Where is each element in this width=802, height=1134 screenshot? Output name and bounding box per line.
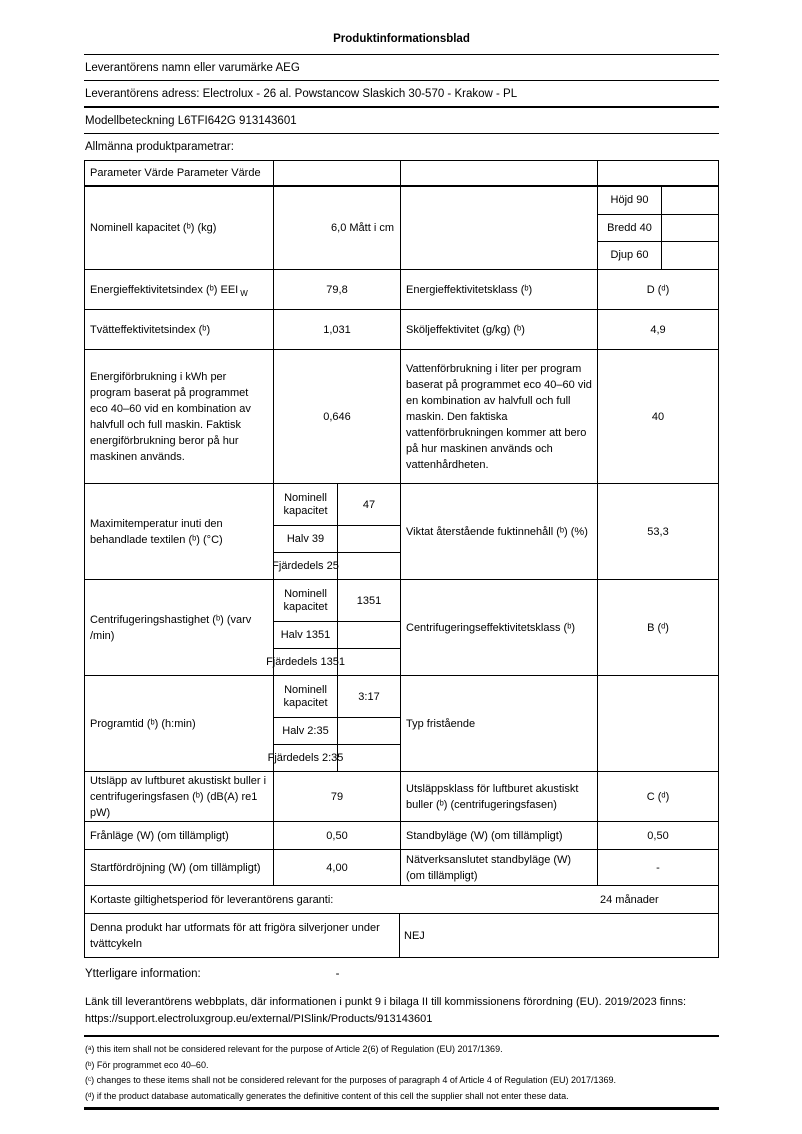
- model-designation-row: Modellbeteckning L6TFI642G 913143601: [84, 108, 719, 134]
- supplier-link-intro: Länk till leverantörens webbplats, där informationen i punkt 9 i bilaga II till kommissionens förordning (EU). 2019/2023 finns:: [85, 996, 687, 1008]
- empty-cell: [400, 161, 597, 185]
- row-washing-efficiency: [85, 310, 718, 350]
- page-title: Produktinformationsblad: [84, 0, 719, 55]
- spin-class-label: Centrifugeringseffektivitetsklass (ᵇ): [400, 580, 597, 675]
- subrow-quarter-load: [274, 553, 400, 579]
- footnote-b: (ᵇ) För programmet eco 40–60.: [85, 1059, 209, 1070]
- dimension-row-height: [598, 187, 718, 215]
- bottom-rule: [84, 1107, 719, 1110]
- additional-information-row: [84, 960, 719, 988]
- type-label: Typ fristående: [400, 676, 597, 771]
- max-temperature-subtable: [274, 484, 400, 579]
- rated-capacity-label: Nominell kapacitet: [274, 676, 338, 717]
- additional-information-value: -: [335, 968, 340, 980]
- footnote-d: (ᵈ) if the product database automatically generates the definitive content of this cell the supplier shall not enter these data.: [85, 1090, 569, 1101]
- spin-speed-subtable-cell: [266, 580, 400, 675]
- table-header-row: [85, 161, 718, 187]
- empty-cell: [273, 161, 400, 185]
- eei-value: 79,8: [273, 270, 400, 309]
- noise-class-value: C (ᵈ): [597, 772, 718, 821]
- silver-ions-label: Denna produkt har utformats för att frigöra silverjoner under tvättcykeln: [90, 921, 380, 950]
- standby-value: 0,50: [597, 822, 718, 849]
- quarter-load-value: [338, 649, 400, 675]
- supplier-link-url[interactable]: https://support.electroluxgroup.eu/external/PISlink/Products/913143601: [85, 1013, 433, 1025]
- row-energy-efficiency-index: [85, 270, 718, 310]
- dimensions-cell: [597, 187, 718, 269]
- max-temperature-label: Maximitemperatur inuti den behandlade textilen (ᵇ) (°C): [90, 517, 223, 546]
- delay-start-value: 4,00: [273, 850, 400, 885]
- subrow-half-load: [274, 526, 400, 553]
- dimension-width: Bredd 40: [598, 215, 662, 242]
- half-load-label: Halv 39: [274, 526, 338, 552]
- supplier-link-block: [84, 994, 719, 1028]
- max-temperature-subtable-cell: [273, 484, 400, 579]
- standby-label: Standbyläge (W) (om tillämpligt): [400, 822, 597, 849]
- spin-speed-label: Centrifugeringshastighet (ᵇ) (varv /min): [90, 613, 252, 642]
- energy-class-label: Energieffektivitetsklass (ᵇ): [400, 270, 597, 309]
- subrow-rated-capacity: [274, 580, 400, 622]
- row-off-mode: [85, 822, 718, 850]
- water-consumption-label: Vattenförbrukning i liter per program baserat på programmet eco 40–60 vid en kombination av halvfull och full maskin. Den faktiska vattenförbrukningen kommer att bero på hur maskinen används och vattenhårdheten.: [400, 350, 597, 483]
- row-programme-duration: [85, 676, 718, 772]
- energy-class-value: D (ᵈ): [597, 270, 718, 309]
- general-parameters-table: [84, 160, 719, 958]
- eei-subscript-w: W: [240, 288, 248, 298]
- subrow-half-load: [274, 718, 400, 745]
- nominal-capacity-value: 6,0 Mått i cm: [273, 187, 400, 269]
- empty-cell: [597, 161, 718, 185]
- noise-class-label: Utsläppsklass för luftburet akustiskt buller (ᵇ) (centrifugeringsfasen): [400, 772, 597, 821]
- rated-capacity-label: Nominell kapacitet: [274, 580, 338, 621]
- half-load-label: Halv 2:35: [274, 718, 338, 744]
- off-mode-label: Frånläge (W) (om tillämpligt): [90, 829, 229, 842]
- row-airborne-noise: [85, 772, 718, 822]
- dimension-row-depth: [598, 242, 718, 269]
- document-content: [84, 0, 719, 1110]
- spin-class-value: B (ᵈ): [597, 580, 718, 675]
- subrow-quarter-load: [266, 649, 400, 675]
- rated-capacity-value: 47: [362, 498, 376, 511]
- spin-speed-subtable: [266, 580, 400, 675]
- footnote-c: (ᶜ) changes to these items shall not be considered relevant for the purposes of paragraph 4 of Article 4 of Regulation (EU) 2017/1369.: [85, 1075, 616, 1085]
- rinsing-effectiveness-value: 4,9: [597, 310, 718, 349]
- remaining-moisture-label: Viktat återstående fuktinnehåll (ᵇ) (%): [400, 484, 597, 579]
- half-load-value: [338, 718, 400, 744]
- half-load-label: Halv 1351: [274, 622, 338, 648]
- water-consumption-value: 40: [597, 350, 718, 483]
- eei-label: [85, 270, 273, 309]
- rinsing-effectiveness-label: Sköljeffektivitet (g/kg) (ᵇ): [400, 310, 597, 349]
- row-max-temperature: [85, 484, 718, 580]
- duration-subtable-cell: [267, 676, 400, 771]
- quarter-load-label: Fjärdedels 25: [274, 553, 338, 579]
- empty-cell: [662, 242, 718, 269]
- duration-subtable: [267, 676, 400, 771]
- footnotes-block: [84, 1037, 719, 1107]
- half-load-value: [338, 526, 400, 552]
- warranty-value: 24 månader: [600, 893, 659, 906]
- networked-standby-label: Nätverksanslutet standbyläge (W) (om tillämpligt): [400, 850, 597, 885]
- washing-index-value: 1,031: [273, 310, 400, 349]
- subrow-rated-capacity: [274, 676, 400, 718]
- nominal-capacity-label: Nominell kapacitet (ᵇ) (kg): [90, 222, 217, 234]
- rated-capacity-label: Nominell kapacitet: [274, 484, 338, 525]
- subrow-half-load: [274, 622, 400, 649]
- noise-emission-label: Utsläpp av luftburet akustiskt buller i centrifugeringsfasen (ᵇ) (dB(A) re1 pW): [90, 774, 267, 819]
- additional-information-label: Ytterligare information:: [85, 968, 201, 980]
- empty-cell: [662, 215, 718, 242]
- rated-capacity-value: 1351: [356, 594, 382, 607]
- supplier-name-row: Leverantörens namn eller varumärke AEG: [84, 55, 719, 81]
- row-delay-start: [85, 850, 718, 886]
- subrow-rated-capacity: [274, 484, 400, 526]
- dimension-row-width: [598, 215, 718, 243]
- dimension-depth: Djup 60: [598, 242, 662, 269]
- remaining-moisture-value: 53,3: [597, 484, 718, 579]
- programme-duration-label: Programtid (ᵇ) (h:min): [90, 717, 196, 730]
- warranty-label: Kortaste giltighetsperiod för leverantörens garanti:: [90, 893, 334, 906]
- general-parameters-heading: Allmänna produktparametrar:: [85, 141, 234, 153]
- noise-emission-value: 79: [273, 772, 400, 821]
- dimensions-subtable: [598, 187, 718, 269]
- quarter-load-label: Fjärdedels 1351: [274, 649, 338, 675]
- silver-ions-value: NEJ: [399, 914, 718, 957]
- supplier-address-row: Leverantörens adress: Electrolux - 26 al. Powstancow Slaskich 30-570 - Krakow - PL: [84, 81, 719, 108]
- half-load-value: [338, 622, 400, 648]
- empty-cell: [597, 676, 718, 771]
- row-nominal-capacity: [85, 187, 718, 270]
- energy-consumption-value: 0,646: [273, 350, 400, 483]
- row-energy-water-consumption: [85, 350, 718, 484]
- quarter-load-value: [338, 745, 400, 771]
- empty-cell: [662, 187, 718, 214]
- energy-consumption-label: Energiförbrukning i kWh per program baserat på programmet eco 40–60 vid en kombination av halvfull och full maskin. Faktisk energiförbrukning beror på hur maskinen används.: [90, 370, 251, 463]
- quarter-load-value: [338, 553, 400, 579]
- off-mode-value: 0,50: [273, 822, 400, 849]
- delay-start-label: Startfördröjning (W) (om tillämpligt): [90, 861, 261, 874]
- washing-index-label: Tvätteffektivitetsindex (ᵇ): [90, 323, 211, 336]
- row-spin-speed: [85, 580, 718, 676]
- header-cell-parameter-varde: Parameter Värde Parameter Värde: [90, 167, 261, 179]
- empty-cell: [400, 187, 597, 269]
- eei-label-text: Energieffektivitetsindex (ᵇ) EEI: [90, 283, 239, 296]
- subrow-quarter-load: [267, 745, 400, 771]
- quarter-load-label: Fjärdedels 2:35: [274, 745, 338, 771]
- footnote-a: (ᵃ) this item shall not be considered relevant for the purpose of Article 2(6) of Regulation (EU) 2017/1369.: [85, 1044, 503, 1054]
- rated-capacity-value: 3:17: [358, 690, 380, 703]
- row-silver-ions: [85, 914, 718, 958]
- networked-standby-value: -: [597, 850, 718, 885]
- dimension-height: Höjd 90: [598, 187, 662, 214]
- row-warranty: [85, 886, 718, 914]
